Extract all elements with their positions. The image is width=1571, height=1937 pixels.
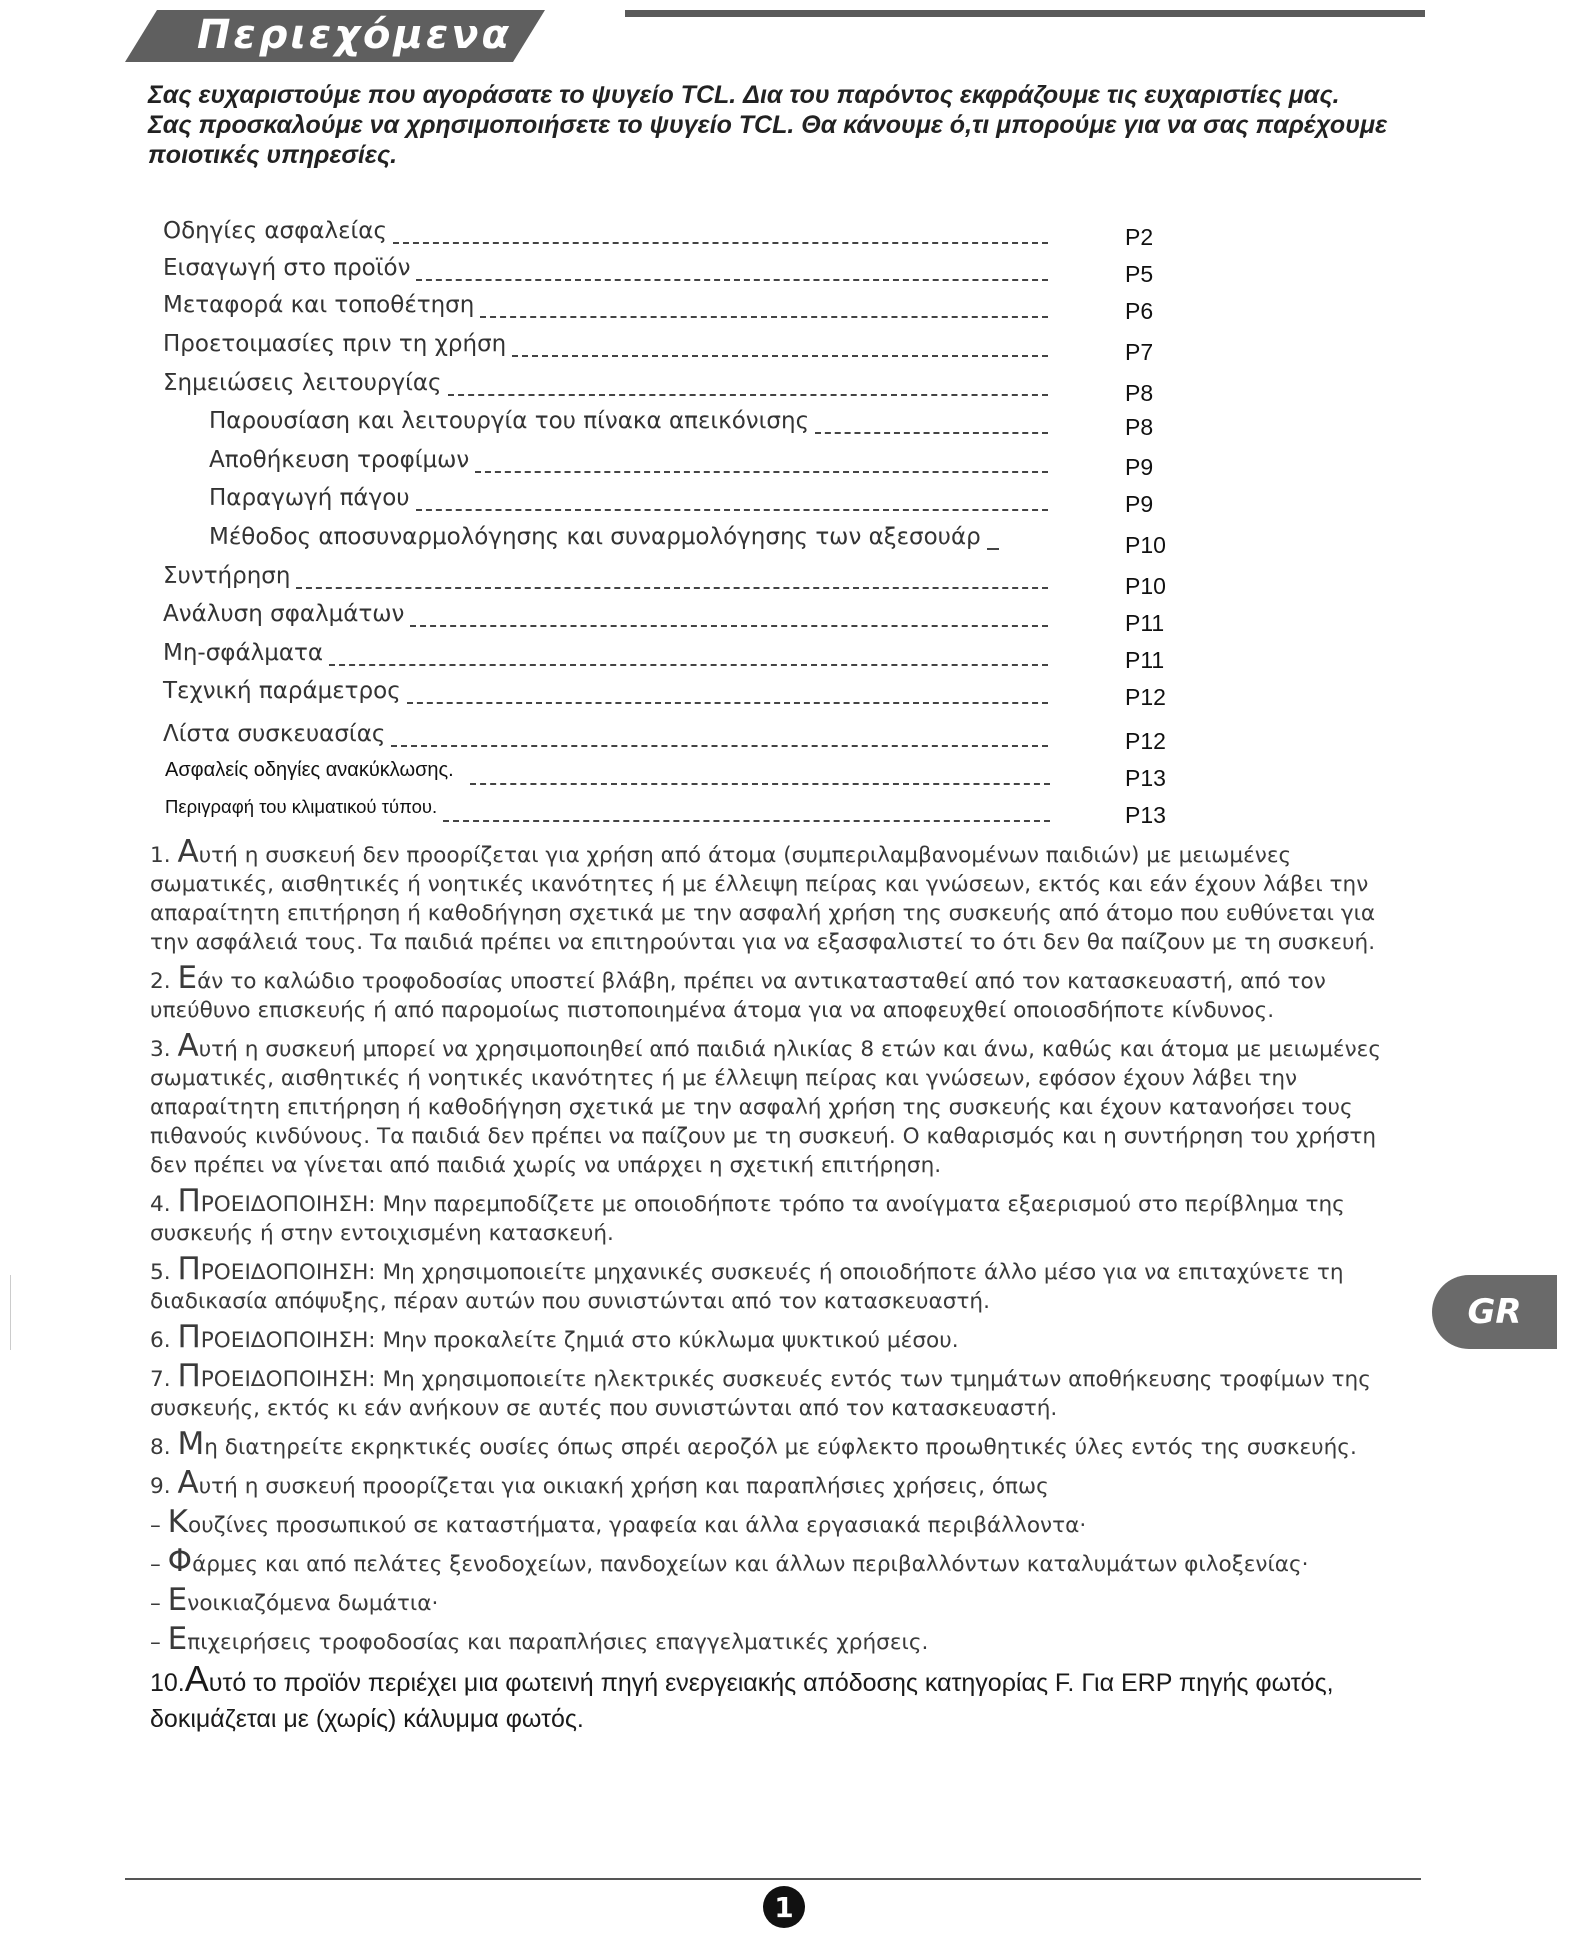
note-initial: Α xyxy=(177,834,199,870)
note-number: 4. xyxy=(150,1192,178,1217)
toc-leader xyxy=(393,242,1048,244)
toc-entry-page: P10 xyxy=(1125,573,1166,599)
note-initial: Ε xyxy=(167,1582,188,1618)
toc-entry-title: Ασφαλείς οδηγίες ανακύκλωσης. xyxy=(165,759,454,781)
toc-leader xyxy=(470,783,1050,785)
note-initial: Ε xyxy=(167,1621,188,1657)
toc-entry-page: P13 xyxy=(1125,765,1166,791)
toc-entry-title: Λίστα συσκευασίας xyxy=(163,721,386,747)
safety-note xyxy=(150,1358,1418,1423)
toc-entry[interactable] xyxy=(163,601,1048,635)
page-number-badge: 1 xyxy=(763,1886,805,1928)
toc-leader xyxy=(329,664,1048,666)
safety-notes xyxy=(150,834,1418,1744)
note-number: – xyxy=(150,1630,168,1655)
toc-entry-page: P12 xyxy=(1125,728,1166,754)
toc-entry-title: Συντήρηση xyxy=(163,563,291,589)
safety-note xyxy=(150,1582,1418,1618)
note-initial: Φ xyxy=(167,1543,193,1579)
toc-entry-page: P5 xyxy=(1125,261,1154,287)
note-number: 9. xyxy=(150,1474,178,1499)
safety-note xyxy=(150,1251,1418,1316)
note-initial: Μ xyxy=(177,1426,205,1462)
toc-leader xyxy=(407,702,1048,704)
intro-text xyxy=(148,80,1408,170)
note-text: άρμες και από πελάτες ξενοδοχείων, πανδοχείων και άλλων περιβαλλόντων καταλυμάτων φιλοξενίας· xyxy=(192,1552,1309,1577)
toc-entry-page: P9 xyxy=(1125,454,1154,480)
toc-entry-title: Εισαγωγή στο προϊόν xyxy=(163,255,411,281)
toc-entry-page: P13 xyxy=(1125,802,1166,828)
toc-entry-page: P11 xyxy=(1125,647,1165,673)
note-initial: Π xyxy=(177,1183,201,1219)
page-title: Περιεχόμενα xyxy=(197,12,512,58)
toc-entry[interactable] xyxy=(209,408,1048,442)
note-initial: Κ xyxy=(167,1504,189,1540)
toc-entry-page: P12 xyxy=(1125,684,1166,710)
toc-leader xyxy=(416,509,1048,511)
note-number: 8. xyxy=(150,1435,178,1460)
note-initial: Π xyxy=(177,1319,201,1355)
toc-entry-title: Αποθήκευση τροφίμων xyxy=(209,447,470,473)
toc-entry[interactable] xyxy=(209,447,1048,481)
toc-leader xyxy=(416,279,1048,281)
toc-entry-page: P6 xyxy=(1125,298,1154,324)
toc-entry-title: Τεχνική παράμετρος xyxy=(163,678,401,704)
note-number: 7. xyxy=(150,1367,178,1392)
toc-entry-page: P9 xyxy=(1125,491,1154,517)
toc-entry[interactable] xyxy=(163,255,1048,289)
note-text: υτή η συσκευή δεν προορίζεται για χρήση από άτομα (συμπεριλαμβανομένων παιδιών) με μειωμένες σωματικές, αισθητικές ή νοητικές ικανότητες ή με έλλειψη πείρας και γνώσεων, εκτός και εάν έχουν λάβει την απαραίτητη επιτήρηση ή καθοδήγηση σχετικά με την ασφαλή χρήση της συσκευής από άτομο που ευθύνεται για την ασφάλειά τους. Τα παιδιά πρέπει να επιτηρούνται για να εξασφαλιστεί το ότι δεν θα παίζουν με τη συσκευή. xyxy=(150,843,1376,955)
toc-entry-title: Προετοιμασίες πριν τη χρήση xyxy=(163,331,507,357)
note-number: – xyxy=(150,1591,168,1616)
note-number: 6. xyxy=(150,1328,178,1353)
note-number: 10. xyxy=(150,1669,185,1697)
note-initial: Π xyxy=(177,1358,201,1394)
toc-entry[interactable] xyxy=(163,640,1048,674)
toc-entry[interactable] xyxy=(163,721,1048,755)
note-initial: Π xyxy=(177,1251,201,1287)
safety-note xyxy=(150,1543,1418,1579)
toc-entry[interactable] xyxy=(163,370,1048,404)
toc-leader xyxy=(296,587,1048,589)
note-number: – xyxy=(150,1513,168,1538)
header-bar xyxy=(125,8,1425,64)
safety-note xyxy=(150,1465,1418,1501)
safety-note xyxy=(150,1658,1418,1737)
toc-entry[interactable] xyxy=(163,563,1048,597)
safety-note xyxy=(150,1621,1418,1657)
note-text: υτή η συσκευή μπορεί να χρησιμοποιηθεί από παιδιά ηλικίας 8 ετών και άνω, καθώς και άτομα με μειωμένες σωματικές, αισθητικές ή νοητικές ικανότητες ή με έλλειψη πείρας και γνώσεων, εφόσον έχουν λάβει την απαραίτητη επιτήρηση ή καθοδήγηση σχετικά με την ασφαλή χρήση της συσκευής και έχουν κατανοήσει τους πιθανούς κινδύνους. Τα παιδιά δεν πρέπει να παίζουν με τη συσκευή. Ο καθαρισμός και η συντήρηση του χρήστη δεν πρέπει να γίνεται από παιδιά χωρίς να υπάρχει η σχετική επιτήρηση. xyxy=(150,1037,1381,1178)
toc-entry-page: P10 xyxy=(1125,532,1166,558)
note-number: 3. xyxy=(150,1037,178,1062)
footer-rule xyxy=(125,1878,1421,1880)
toc-entry[interactable] xyxy=(163,218,1048,252)
safety-note xyxy=(150,1426,1418,1462)
toc-leader xyxy=(410,625,1048,627)
safety-note xyxy=(150,960,1418,1025)
toc-leader xyxy=(475,471,1048,473)
toc-entry[interactable] xyxy=(165,759,1050,793)
toc-entry-title: Μεταφορά και τοποθέτηση xyxy=(163,292,475,318)
toc-entry-title: Μη-σφάλματα xyxy=(163,640,324,666)
note-text: ουζίνες προσωπικού σε καταστήματα, γραφεία και άλλα εργασιακά περιβάλλοντα· xyxy=(188,1513,1087,1538)
toc-entry-title: Περιγραφή του κλιματικού τύπου. xyxy=(165,796,438,817)
toc-entry[interactable] xyxy=(163,331,1048,365)
toc-leader xyxy=(480,316,1048,318)
note-number: 5. xyxy=(150,1260,178,1285)
toc-leader xyxy=(815,432,1048,434)
toc-leader xyxy=(443,820,1050,822)
toc-entry-title: Παραγωγή πάγου xyxy=(209,485,410,511)
note-text: ΡΟΕΙΔΟΠΟΙΗΣΗ: Μη χρησιμοποιείτε ηλεκτρικές συσκευές εντός των τμημάτων αποθήκευσης τροφίμων της συσκευής, εκτός κι εάν ανήκουν σε αυτές που συνιστώνται από τον κατασκευαστή. xyxy=(150,1367,1371,1421)
note-initial: Α xyxy=(184,1658,209,1699)
intro-paragraph: Σας ευχαριστούμε που αγοράσατε το ψυγείο TCL. Δια του παρόντος εκφράζουμε τις ευχαριστίες μας. xyxy=(148,81,1340,109)
toc-entry-page: P2 xyxy=(1125,224,1154,250)
toc-entry[interactable] xyxy=(163,292,1048,326)
intro-paragraph: Σας προσκαλούμε να χρησιμοποιήσετε το ψυγείο TCL. Θα κάνουμε ό,τι μπορούμε για να σας παρέχουμε ποιοτικές υπηρεσίες. xyxy=(148,111,1388,169)
toc-entry-title: Ανάλυση σφαλμάτων xyxy=(163,601,405,627)
toc-entry[interactable] xyxy=(209,524,1048,558)
toc-entry-title: Μέθοδος αποσυναρμολόγησης και συναρμολόγησης των αξεσουάρ xyxy=(209,524,981,550)
toc-entry-page: P7 xyxy=(1125,339,1154,365)
toc-leader xyxy=(391,745,1048,747)
toc-entry-title: Οδηγίες ασφαλείας xyxy=(163,218,387,244)
safety-note xyxy=(150,834,1418,957)
toc-leader xyxy=(512,355,1048,357)
toc-entry-page: P8 xyxy=(1125,414,1154,440)
note-text: ΡΟΕΙΔΟΠΟΙΗΣΗ: Μην προκαλείτε ζημιά στο κύκλωμα ψυκτικού μέσου. xyxy=(200,1328,959,1353)
safety-note xyxy=(150,1319,1418,1355)
margin-mark xyxy=(10,1275,11,1350)
note-text: ΡΟΕΙΔΟΠΟΙΗΣΗ: Μην παρεμποδίζετε με οποιοδήποτε τρόπο τα ανοίγματα εξαερισμού στο περίβλημα της συσκευής ή στην εντοιχισμένη κατασκευή. xyxy=(150,1192,1345,1246)
note-text: νοικιαζόμενα δωμάτια· xyxy=(187,1591,439,1616)
note-number: – xyxy=(150,1552,168,1577)
toc-entry-title: Παρουσίαση και λειτουργία του πίνακα απεικόνισης xyxy=(209,408,810,434)
note-text: άν το καλώδιο τροφοδοσίας υποστεί βλάβη, πρέπει να αντικατασταθεί από τον κατασκευαστή, από τον υπεύθυνο επισκευής ή από παρομοίως πιστοποιημένα άτομα για να αποφευχθεί οποιοσδήποτε κίνδυνος. xyxy=(150,969,1326,1023)
safety-note xyxy=(150,1028,1418,1180)
toc-entry[interactable] xyxy=(165,796,1050,830)
toc-leader xyxy=(987,548,999,550)
note-text: υτό το προϊόν περιέχει μια φωτεινή πηγή ενεργειακής απόδοσης κατηγορίας F. Για ERP πηγής φωτός, δοκιμάζεται με (χωρίς) κάλυμμα φωτός. xyxy=(150,1669,1334,1733)
safety-note xyxy=(150,1504,1418,1540)
toc-entry[interactable] xyxy=(209,485,1048,519)
language-tab[interactable]: GR xyxy=(1432,1275,1557,1349)
toc-leader xyxy=(448,394,1048,396)
safety-note xyxy=(150,1183,1418,1248)
note-text: πιχειρήσεις τροφοδοσίας και παραπλήσιες επαγγελματικές χρήσεις. xyxy=(187,1630,929,1655)
note-initial: Α xyxy=(177,1028,199,1064)
note-number: 1. xyxy=(150,843,178,868)
note-text: η διατηρείτε εκρηκτικές ουσίες όπως σπρέι αεροζόλ με εύφλεκτο προωθητικές ύλες εντός της συσκευής. xyxy=(204,1435,1357,1460)
header-rule xyxy=(625,10,1425,17)
toc-entry-title: Σημειώσεις λειτουργίας xyxy=(163,370,442,396)
note-number: 2. xyxy=(150,969,178,994)
toc-entry[interactable] xyxy=(163,678,1048,712)
note-text: ΡΟΕΙΔΟΠΟΙΗΣΗ: Μη χρησιμοποιείτε μηχανικές συσκευές ή οποιοδήποτε άλλο μέσο για να επιταχύνετε τη διαδικασία απόψυξης, πέραν αυτών που συνιστώνται από τον κατασκευαστή. xyxy=(150,1260,1344,1314)
note-text: υτή η συσκευή προορίζεται για οικιακή χρήση και παραπλήσιες χρήσεις, όπως xyxy=(198,1474,1049,1499)
toc-entry-page: P8 xyxy=(1125,380,1154,406)
note-initial: Α xyxy=(177,1465,199,1501)
note-initial: Ε xyxy=(177,960,198,996)
toc-entry-page: P11 xyxy=(1125,610,1165,636)
